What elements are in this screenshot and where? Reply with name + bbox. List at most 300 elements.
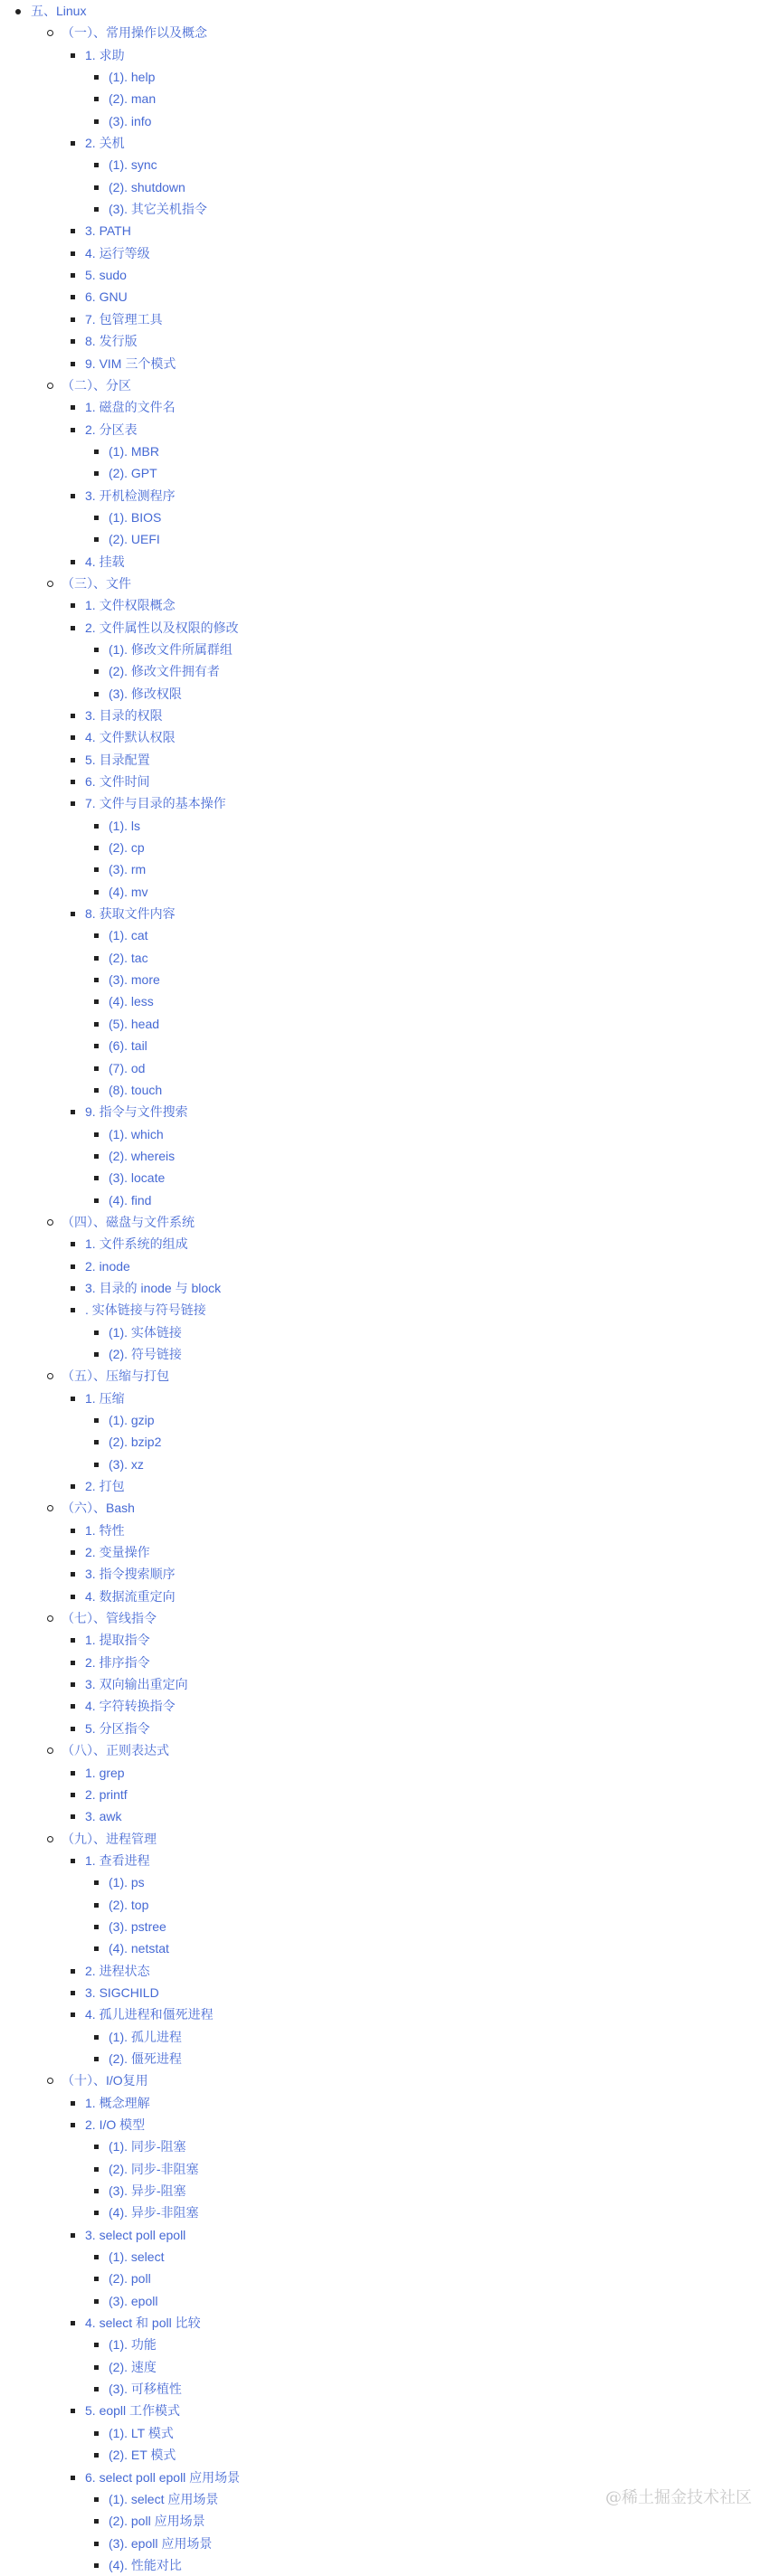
toc-row — [109, 1343, 770, 1365]
toc-link[interactable]: 5. sudo — [85, 268, 127, 282]
toc-link[interactable]: (4). 性能对比 — [109, 2558, 182, 2572]
toc-link[interactable]: (2). tac — [109, 951, 148, 965]
toc-row — [109, 1079, 770, 1101]
toc-link[interactable]: 五、Linux — [31, 4, 86, 18]
toc-item — [85, 1277, 770, 1299]
toc-link[interactable]: (1). gzip — [109, 1413, 155, 1427]
toc-link[interactable]: (1). cat — [109, 928, 148, 942]
toc-item — [109, 154, 770, 175]
toc-item — [109, 639, 770, 660]
toc-row — [62, 2069, 770, 2091]
toc-row — [109, 2158, 770, 2180]
toc-link[interactable]: (1). 孤儿进程 — [109, 2030, 182, 2044]
toc-link[interactable]: (3). more — [109, 972, 160, 987]
toc-link[interactable]: (1). help — [109, 70, 155, 84]
toc-item — [109, 881, 770, 903]
toc-item — [62, 1607, 770, 1739]
toc-row — [31, 0, 770, 22]
toc-item — [109, 110, 770, 132]
toc-link[interactable]: 4. select 和 poll 比较 — [85, 2316, 201, 2330]
toc-item — [85, 1960, 770, 1982]
toc-row — [85, 705, 770, 726]
toc-item — [62, 1365, 770, 1497]
toc-link[interactable]: (3). xz — [109, 1457, 144, 1472]
toc-link[interactable]: 4. 挂载 — [85, 554, 125, 569]
toc-sublist — [85, 66, 770, 132]
toc-row — [62, 1497, 770, 1519]
toc-item — [85, 396, 770, 418]
toc-item — [109, 1123, 770, 1145]
toc-row — [85, 1233, 770, 1255]
toc-link[interactable]: 3. 开机检测程序 — [85, 488, 176, 503]
toc-item — [62, 374, 770, 573]
toc-link[interactable]: (2). whereis — [109, 1149, 175, 1163]
toc-link[interactable]: (3). 修改权限 — [109, 687, 182, 701]
toc-row — [62, 573, 770, 594]
toc-row — [85, 1850, 770, 1871]
toc-link[interactable]: (2). 同步-非阻塞 — [109, 2162, 199, 2176]
toc-item — [85, 903, 770, 1101]
toc-row — [109, 1894, 770, 1916]
toc-link[interactable]: (2). 符号链接 — [109, 1347, 182, 1361]
toc-link[interactable]: 3. select poll epoll — [85, 2228, 185, 2242]
toc-item — [109, 176, 770, 198]
toc-row — [109, 2202, 770, 2223]
toc-link[interactable]: (4). mv — [109, 885, 148, 899]
toc-row — [85, 792, 770, 814]
toc-link[interactable]: 4. 运行等级 — [85, 246, 150, 260]
toc-row — [85, 1695, 770, 1717]
toc-link[interactable]: (2). poll — [109, 2271, 151, 2286]
toc-item — [109, 815, 770, 837]
toc-item — [85, 1718, 770, 1739]
toc-item — [109, 924, 770, 946]
toc-item — [85, 1586, 770, 1607]
toc-link[interactable]: (2). ET 模式 — [109, 2448, 176, 2462]
toc-link[interactable]: (2). man — [109, 91, 156, 106]
toc-link[interactable]: 7. 文件与目录的基本操作 — [85, 796, 226, 810]
toc-row — [109, 639, 770, 660]
toc-item — [109, 1145, 770, 1167]
toc-item — [85, 1233, 770, 1255]
toc-item — [85, 132, 770, 220]
toc-link[interactable]: (1). 同步-阻塞 — [109, 2139, 186, 2154]
toc-row — [109, 2444, 770, 2466]
toc-link[interactable]: 2. printf — [85, 1787, 128, 1802]
toc-item — [85, 2224, 770, 2312]
toc-link[interactable]: 6. 文件时间 — [85, 774, 150, 789]
toc-link[interactable]: （五）、压缩与打包 — [62, 1368, 169, 1383]
toc-item — [62, 573, 770, 1211]
toc-item — [109, 1013, 770, 1035]
toc-link[interactable]: (1). select 应用场景 — [109, 2492, 218, 2506]
toc-link[interactable]: (3). 可移植性 — [109, 2382, 182, 2396]
toc-item — [85, 308, 770, 330]
toc-link[interactable]: (6). tail — [109, 1038, 147, 1053]
toc-sublist — [85, 2334, 770, 2400]
toc-item — [85, 551, 770, 573]
toc-row — [109, 990, 770, 1012]
toc-row — [85, 2003, 770, 2025]
toc-link[interactable]: 6. select poll epoll 应用场景 — [85, 2470, 240, 2485]
toc-row — [109, 88, 770, 109]
toc-item — [109, 1937, 770, 1959]
toc-row — [109, 924, 770, 946]
toc-link[interactable]: (2). bzip2 — [109, 1435, 161, 1449]
toc-item — [109, 2422, 770, 2444]
toc-row — [109, 2048, 770, 2069]
toc-link[interactable]: (2). UEFI — [109, 532, 160, 546]
toc-item — [109, 1409, 770, 1431]
toc-row — [85, 1586, 770, 1607]
toc-item — [109, 1167, 770, 1189]
toc-link[interactable]: （七）、管线指令 — [62, 1611, 157, 1625]
toc-row — [85, 132, 770, 154]
toc-item — [109, 969, 770, 990]
toc-link[interactable]: 4. 字符转换指令 — [85, 1699, 176, 1713]
toc-row — [85, 1541, 770, 1563]
toc-sublist — [85, 507, 770, 551]
toc-item — [85, 1629, 770, 1651]
toc-item — [85, 353, 770, 374]
toc-row — [62, 22, 770, 43]
toc-row — [109, 1167, 770, 1189]
toc-row — [62, 1211, 770, 1233]
toc-row — [85, 1277, 770, 1299]
toc-item — [85, 1695, 770, 1717]
toc-link[interactable]: 5. 分区指令 — [85, 1721, 150, 1736]
toc-row — [109, 110, 770, 132]
toc-item — [109, 2444, 770, 2466]
toc-item — [85, 1475, 770, 1497]
toc-link[interactable]: （八）、正则表达式 — [62, 1743, 169, 1757]
toc-item — [109, 2180, 770, 2202]
toc-link[interactable]: (4). find — [109, 1193, 151, 1208]
toc-link[interactable]: 4. 文件默认权限 — [85, 730, 176, 744]
toc-link[interactable]: 2. 文件属性以及权限的修改 — [85, 620, 239, 635]
toc-sublist — [62, 396, 770, 573]
toc-row — [85, 749, 770, 771]
toc-row — [85, 617, 770, 639]
toc-row — [62, 1739, 770, 1761]
toc-item — [85, 485, 770, 551]
toc-row — [85, 1762, 770, 1784]
toc-item — [109, 2334, 770, 2355]
toc-row — [85, 2224, 770, 2246]
toc-item — [109, 1321, 770, 1343]
toc-link[interactable]: 1. 特性 — [85, 1523, 125, 1538]
toc-row — [109, 1916, 770, 1937]
toc-item — [85, 726, 770, 748]
toc-row — [85, 308, 770, 330]
toc-link[interactable]: (3). info — [109, 114, 151, 128]
toc-row — [109, 815, 770, 837]
toc-row — [109, 683, 770, 705]
toc-item — [85, 44, 770, 132]
toc-item — [109, 528, 770, 550]
toc-item — [85, 1387, 770, 1475]
toc-item — [62, 1497, 770, 1607]
toc-link[interactable]: (7). od — [109, 1061, 145, 1075]
toc-sublist — [85, 815, 770, 903]
toc-item — [109, 1035, 770, 1056]
toc-item — [85, 771, 770, 792]
toc-item — [85, 1541, 770, 1563]
toc-link[interactable]: 3. SIGCHILD — [85, 1985, 159, 2000]
toc-link[interactable]: (4). less — [109, 994, 154, 1009]
toc-link[interactable]: 1. grep — [85, 1766, 125, 1780]
toc-item — [85, 419, 770, 485]
toc-item — [109, 660, 770, 682]
toc-link[interactable]: 4. 孤儿进程和僵死进程 — [85, 2007, 214, 2022]
watermark: @稀土掘金技术社区 — [605, 2485, 752, 2508]
toc-row — [85, 44, 770, 66]
toc-link[interactable]: (1). 功能 — [109, 2337, 157, 2352]
toc-link[interactable]: (1). ls — [109, 819, 140, 833]
toc-sublist — [85, 440, 770, 485]
toc-link[interactable]: (3). 异步-阻塞 — [109, 2183, 186, 2198]
toc-link[interactable]: 2. 关机 — [85, 136, 125, 150]
toc-item — [85, 1784, 770, 1805]
toc-item — [85, 2003, 770, 2069]
toc-link[interactable]: 2. 排序指令 — [85, 1655, 150, 1670]
toc-link[interactable]: (1). MBR — [109, 444, 159, 459]
toc-link[interactable]: (2). 修改文件拥有者 — [109, 664, 220, 678]
toc-link[interactable]: 3. 双向输出重定向 — [85, 1677, 188, 1691]
toc-link[interactable]: 2. 打包 — [85, 1479, 125, 1493]
toc-sublist — [62, 1762, 770, 1828]
toc-link[interactable]: (1). ps — [109, 1875, 145, 1889]
toc-link[interactable]: 9. 指令与文件搜索 — [85, 1104, 188, 1119]
toc-item — [109, 683, 770, 705]
toc-item — [109, 2246, 770, 2268]
toc-item — [109, 2202, 770, 2223]
toc-row — [109, 1937, 770, 1959]
toc-link[interactable]: (2). poll 应用场景 — [109, 2514, 205, 2528]
toc-link[interactable]: (1). 修改文件所属群组 — [109, 642, 233, 657]
toc-item — [85, 2092, 770, 2114]
toc-item — [85, 1805, 770, 1827]
toc-row — [85, 1563, 770, 1585]
toc-link[interactable]: 9. VIM 三个模式 — [85, 356, 176, 371]
toc-row — [109, 969, 770, 990]
toc-link[interactable]: (3). pstree — [109, 1919, 166, 1934]
toc-row — [85, 396, 770, 418]
toc-row — [109, 1431, 770, 1453]
toc-link[interactable]: (4). 异步-非阻塞 — [109, 2205, 199, 2220]
toc-link[interactable]: 1. 查看进程 — [85, 1853, 150, 1868]
toc-row — [85, 771, 770, 792]
toc-link[interactable]: 2. 变量操作 — [85, 1545, 150, 1559]
toc-link[interactable]: （二）、分区 — [62, 378, 131, 393]
toc-link[interactable]: 3. awk — [85, 1809, 121, 1823]
toc-link[interactable]: 1. 文件权限概念 — [85, 598, 176, 612]
toc-link[interactable]: (1). select — [109, 2249, 164, 2264]
toc-item — [85, 2400, 770, 2466]
toc-link[interactable]: （一）、常用操作以及概念 — [62, 25, 207, 40]
toc-item — [109, 462, 770, 484]
toc-row — [109, 2422, 770, 2444]
toc-sublist — [85, 639, 770, 705]
toc-item — [62, 22, 770, 374]
toc-row — [109, 462, 770, 484]
toc-row — [109, 1321, 770, 1343]
toc-item — [31, 0, 770, 2576]
toc-link[interactable]: (3). epoll 应用场景 — [109, 2536, 212, 2551]
toc-link[interactable]: 1. 文件系统的组成 — [85, 1236, 188, 1251]
toc-sublist — [62, 1387, 770, 1498]
toc-row — [109, 1123, 770, 1145]
toc-row — [109, 858, 770, 880]
toc-link[interactable]: 1. 压缩 — [85, 1391, 125, 1406]
toc-row — [85, 1982, 770, 2003]
toc-row — [85, 551, 770, 573]
toc-item — [85, 1673, 770, 1695]
toc-row — [109, 2533, 770, 2554]
toc-link[interactable]: (2). 速度 — [109, 2360, 157, 2374]
toc-item — [85, 617, 770, 705]
toc-item — [109, 2378, 770, 2400]
toc-row — [109, 1013, 770, 1035]
toc-item — [109, 2356, 770, 2378]
toc-link[interactable]: 2. 分区表 — [85, 422, 138, 437]
toc-link[interactable]: （三）、文件 — [62, 576, 131, 591]
toc-link[interactable]: (2). 僵死进程 — [109, 2051, 182, 2066]
toc-row — [85, 1960, 770, 1982]
toc-item — [109, 1343, 770, 1365]
toc-row — [85, 1255, 770, 1277]
toc-link[interactable]: (5). head — [109, 1017, 159, 1031]
toc-link[interactable]: 1. 磁盘的文件名 — [85, 400, 176, 414]
toc-item — [85, 2312, 770, 2400]
toc-sublist — [62, 44, 770, 374]
toc-link[interactable]: (3). rm — [109, 862, 146, 876]
toc-link[interactable]: (2). shutdown — [109, 180, 185, 194]
toc-link[interactable]: 1. 求助 — [85, 48, 125, 62]
toc-row — [85, 286, 770, 308]
toc-row — [85, 2400, 770, 2421]
toc-link[interactable]: 3. 目录的 inode 与 block — [85, 1281, 221, 1295]
toc-link[interactable]: 4. 数据流重定向 — [85, 1589, 176, 1604]
toc-item — [109, 2268, 770, 2289]
toc-link[interactable]: 8. 获取文件内容 — [85, 906, 176, 921]
toc-link[interactable]: 5. 目录配置 — [85, 753, 150, 767]
toc-link[interactable]: (2). top — [109, 1898, 148, 1912]
toc-item — [109, 1916, 770, 1937]
toc-sublist — [85, 1409, 770, 1475]
toc-row — [85, 220, 770, 242]
toc-item — [85, 1652, 770, 1673]
toc-link[interactable]: (1). LT 模式 — [109, 2426, 174, 2440]
toc-link[interactable]: (2). cp — [109, 840, 145, 855]
toc-link[interactable]: （九）、进程管理 — [62, 1832, 157, 1846]
toc-link[interactable]: 2. I/O 模型 — [85, 2117, 145, 2132]
toc-link[interactable]: (8). touch — [109, 1083, 162, 1097]
toc-link[interactable]: 3. PATH — [85, 223, 131, 238]
toc-item — [62, 1739, 770, 1827]
toc-row — [85, 1673, 770, 1695]
toc-row — [109, 2246, 770, 2268]
toc-link[interactable]: （十）、I/O复用 — [62, 2073, 148, 2088]
toc-sublist — [62, 1520, 770, 1607]
toc-row — [85, 330, 770, 352]
toc-link[interactable]: (3). 其它关机指令 — [109, 202, 207, 216]
toc-item — [62, 1211, 770, 1365]
toc-sublist — [31, 22, 770, 2576]
toc-link[interactable]: 1. 概念理解 — [85, 2096, 150, 2110]
toc-link[interactable]: (3). locate — [109, 1170, 165, 1185]
toc-link[interactable]: (1). BIOS — [109, 510, 161, 525]
toc-row — [109, 947, 770, 969]
toc-row — [109, 2026, 770, 2048]
toc-link[interactable]: （六）、Bash — [62, 1501, 135, 1515]
toc-sublist — [62, 1233, 770, 1365]
toc-row — [109, 1057, 770, 1079]
toc-item — [85, 330, 770, 352]
toc-link[interactable]: (1). 实体链接 — [109, 1325, 182, 1340]
toc-row — [62, 1365, 770, 1387]
toc-sublist — [85, 154, 770, 220]
toc-item — [109, 990, 770, 1012]
toc-sublist — [85, 924, 770, 1101]
toc-link[interactable]: 3. 目录的权限 — [85, 708, 163, 723]
toc-sublist — [62, 1850, 770, 2069]
toc-item — [109, 2554, 770, 2576]
toc-link[interactable]: (1). sync — [109, 157, 157, 172]
toc-item — [109, 1189, 770, 1211]
toc-item — [109, 66, 770, 88]
toc-row — [62, 1607, 770, 1629]
toc-row — [109, 2554, 770, 2576]
toc-sublist — [62, 1629, 770, 1739]
toc-row — [85, 2114, 770, 2136]
toc-link[interactable]: 7. 包管理工具 — [85, 312, 163, 327]
toc-item — [109, 837, 770, 858]
toc-row — [85, 1387, 770, 1409]
toc-link[interactable]: 2. inode — [85, 1259, 130, 1274]
toc-link[interactable]: 1. 提取指令 — [85, 1633, 150, 1647]
toc-link[interactable]: 3. 指令搜索顺序 — [85, 1567, 176, 1581]
toc-item — [62, 1828, 770, 2070]
toc-sublist — [85, 2246, 770, 2312]
toc-item — [85, 594, 770, 616]
toc-row — [85, 419, 770, 440]
toc-link[interactable]: (4). netstat — [109, 1941, 169, 1956]
toc-link[interactable]: 6. GNU — [85, 289, 128, 304]
toc-link[interactable]: (2). GPT — [109, 466, 157, 480]
toc-link[interactable]: 2. 进程状态 — [85, 1964, 150, 1978]
toc-row — [109, 198, 770, 220]
toc-item — [109, 1079, 770, 1101]
toc-item — [109, 88, 770, 109]
toc-item — [85, 1299, 770, 1365]
toc-sublist — [85, 2136, 770, 2223]
toc-link[interactable]: 5. eopll 工作模式 — [85, 2403, 180, 2418]
toc-item — [109, 198, 770, 220]
toc-row — [85, 2092, 770, 2114]
toc-link[interactable]: (3). epoll — [109, 2294, 157, 2308]
toc-link[interactable]: 8. 发行版 — [85, 334, 138, 348]
toc-link[interactable]: . 实体链接与符号链接 — [85, 1302, 206, 1317]
toc-row — [85, 485, 770, 507]
toc-sublist — [62, 594, 770, 1211]
toc-link[interactable]: (1). which — [109, 1127, 164, 1141]
toc-item — [109, 1057, 770, 1079]
toc-row — [85, 353, 770, 374]
toc-link[interactable]: （四）、磁盘与文件系统 — [62, 1215, 195, 1229]
toc-row — [85, 1520, 770, 1541]
toc-row — [109, 1409, 770, 1431]
